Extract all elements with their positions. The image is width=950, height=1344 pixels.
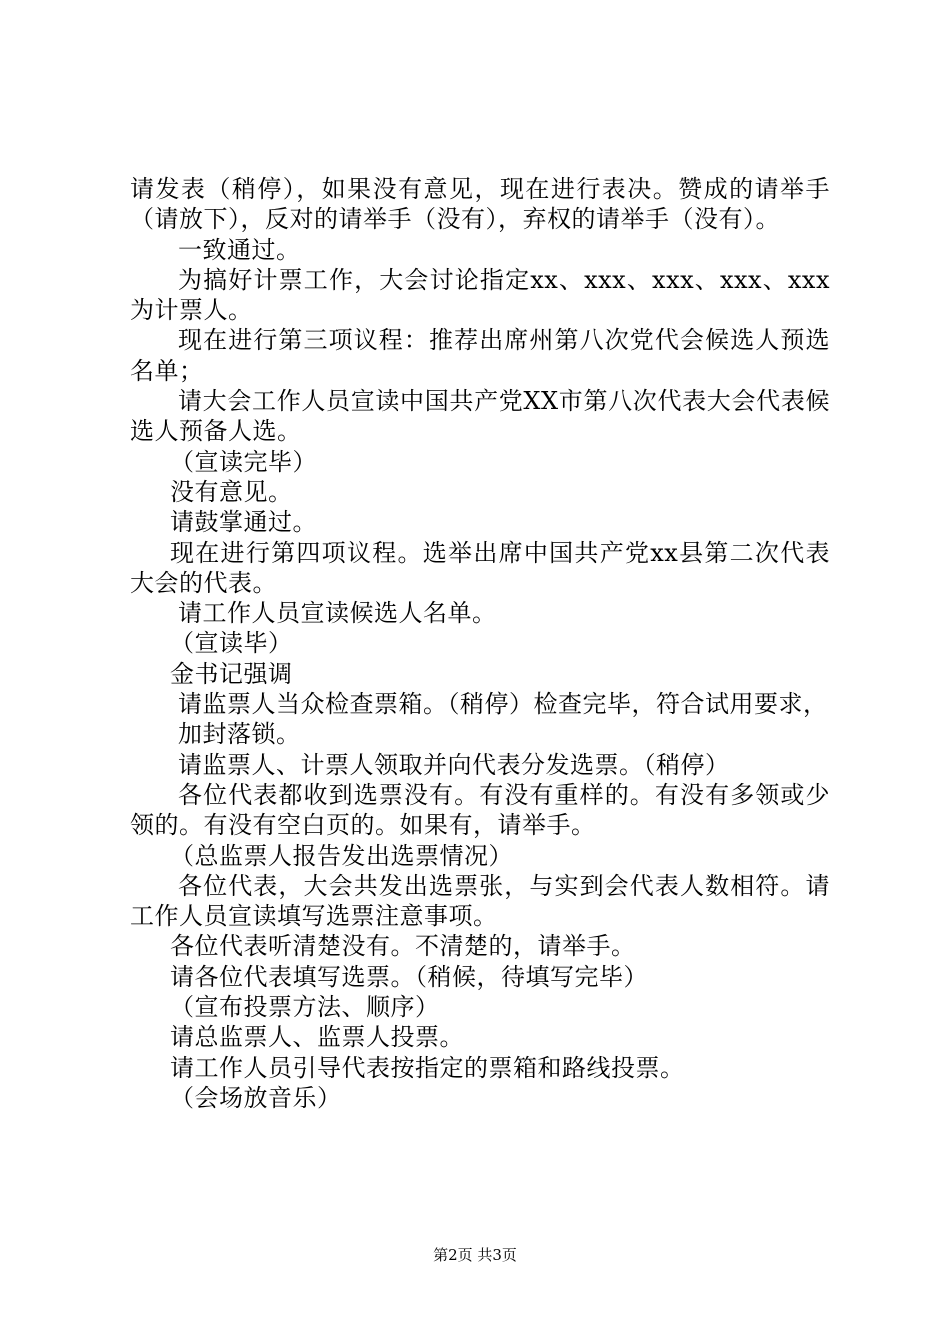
document-body	[130, 174, 830, 1113]
paragraph: 一致通过。	[178, 235, 301, 264]
paragraph: （宣读毕）	[170, 629, 293, 658]
paragraph: （宣布投票方法、顺序）	[170, 993, 440, 1022]
paragraph: 没有意见。	[170, 477, 293, 506]
paragraph: 请鼓掌通过。	[170, 508, 317, 537]
paragraph: 请监票人当众检查票箱。（稍停）检查完毕，符合试用要求，	[178, 690, 828, 719]
paragraph: 请工作人员宣读候选人名单。	[178, 599, 497, 628]
paragraph: 请各位代表填写选票。（稍候，待填写完毕）	[170, 962, 648, 991]
paragraph: （宣读完毕）	[170, 447, 317, 476]
paragraph: （总监票人报告发出选票情况）	[170, 841, 513, 870]
paragraph: 现在进行第四项议程。选举出席中国共产党xx县第二次代表大会的代表。	[130, 538, 830, 597]
paragraph: 金书记强调	[170, 659, 293, 688]
paragraph: 请发表（稍停），如果没有意见，现在进行表决。赞成的请举手（请放下），反对的请举手（没有），弃权的请举手（没有）。	[130, 175, 830, 234]
paragraph: 各位代表都收到选票没有。有没有重样的。有没有多领或少领的。有没有空白页的。如果有，请举手。	[130, 780, 830, 840]
paragraph: 加封落锁。	[178, 720, 301, 749]
paragraph: 为搞好计票工作，大会讨论指定xx、xxx、xxx、xxx、xxx为计票人。	[130, 265, 830, 325]
paragraph: 现在进行第三项议程：推荐出席州第八次党代会候选人预选名单；	[130, 326, 830, 385]
paragraph: 各位代表，大会共发出选票张，与实到会代表人数相符。请工作人员宣读填写选票注意事项。	[130, 871, 830, 931]
paragraph: 请总监票人、监票人投票。	[170, 1023, 464, 1052]
paragraph: 请大会工作人员宣读中国共产党XX市第八次代表大会代表候选人预备人选。	[130, 387, 830, 446]
paragraph: 各位代表听清楚没有。不清楚的，请举手。	[170, 932, 636, 961]
paragraph: 请工作人员引导代表按指定的票箱和路线投票。	[170, 1053, 685, 1082]
paragraph: （会场放音乐）	[170, 1083, 342, 1112]
paragraph: 请监票人、计票人领取并向代表分发选票。（稍停）	[178, 750, 730, 779]
page-number-footer: 第2页 共3页	[433, 1246, 517, 1264]
